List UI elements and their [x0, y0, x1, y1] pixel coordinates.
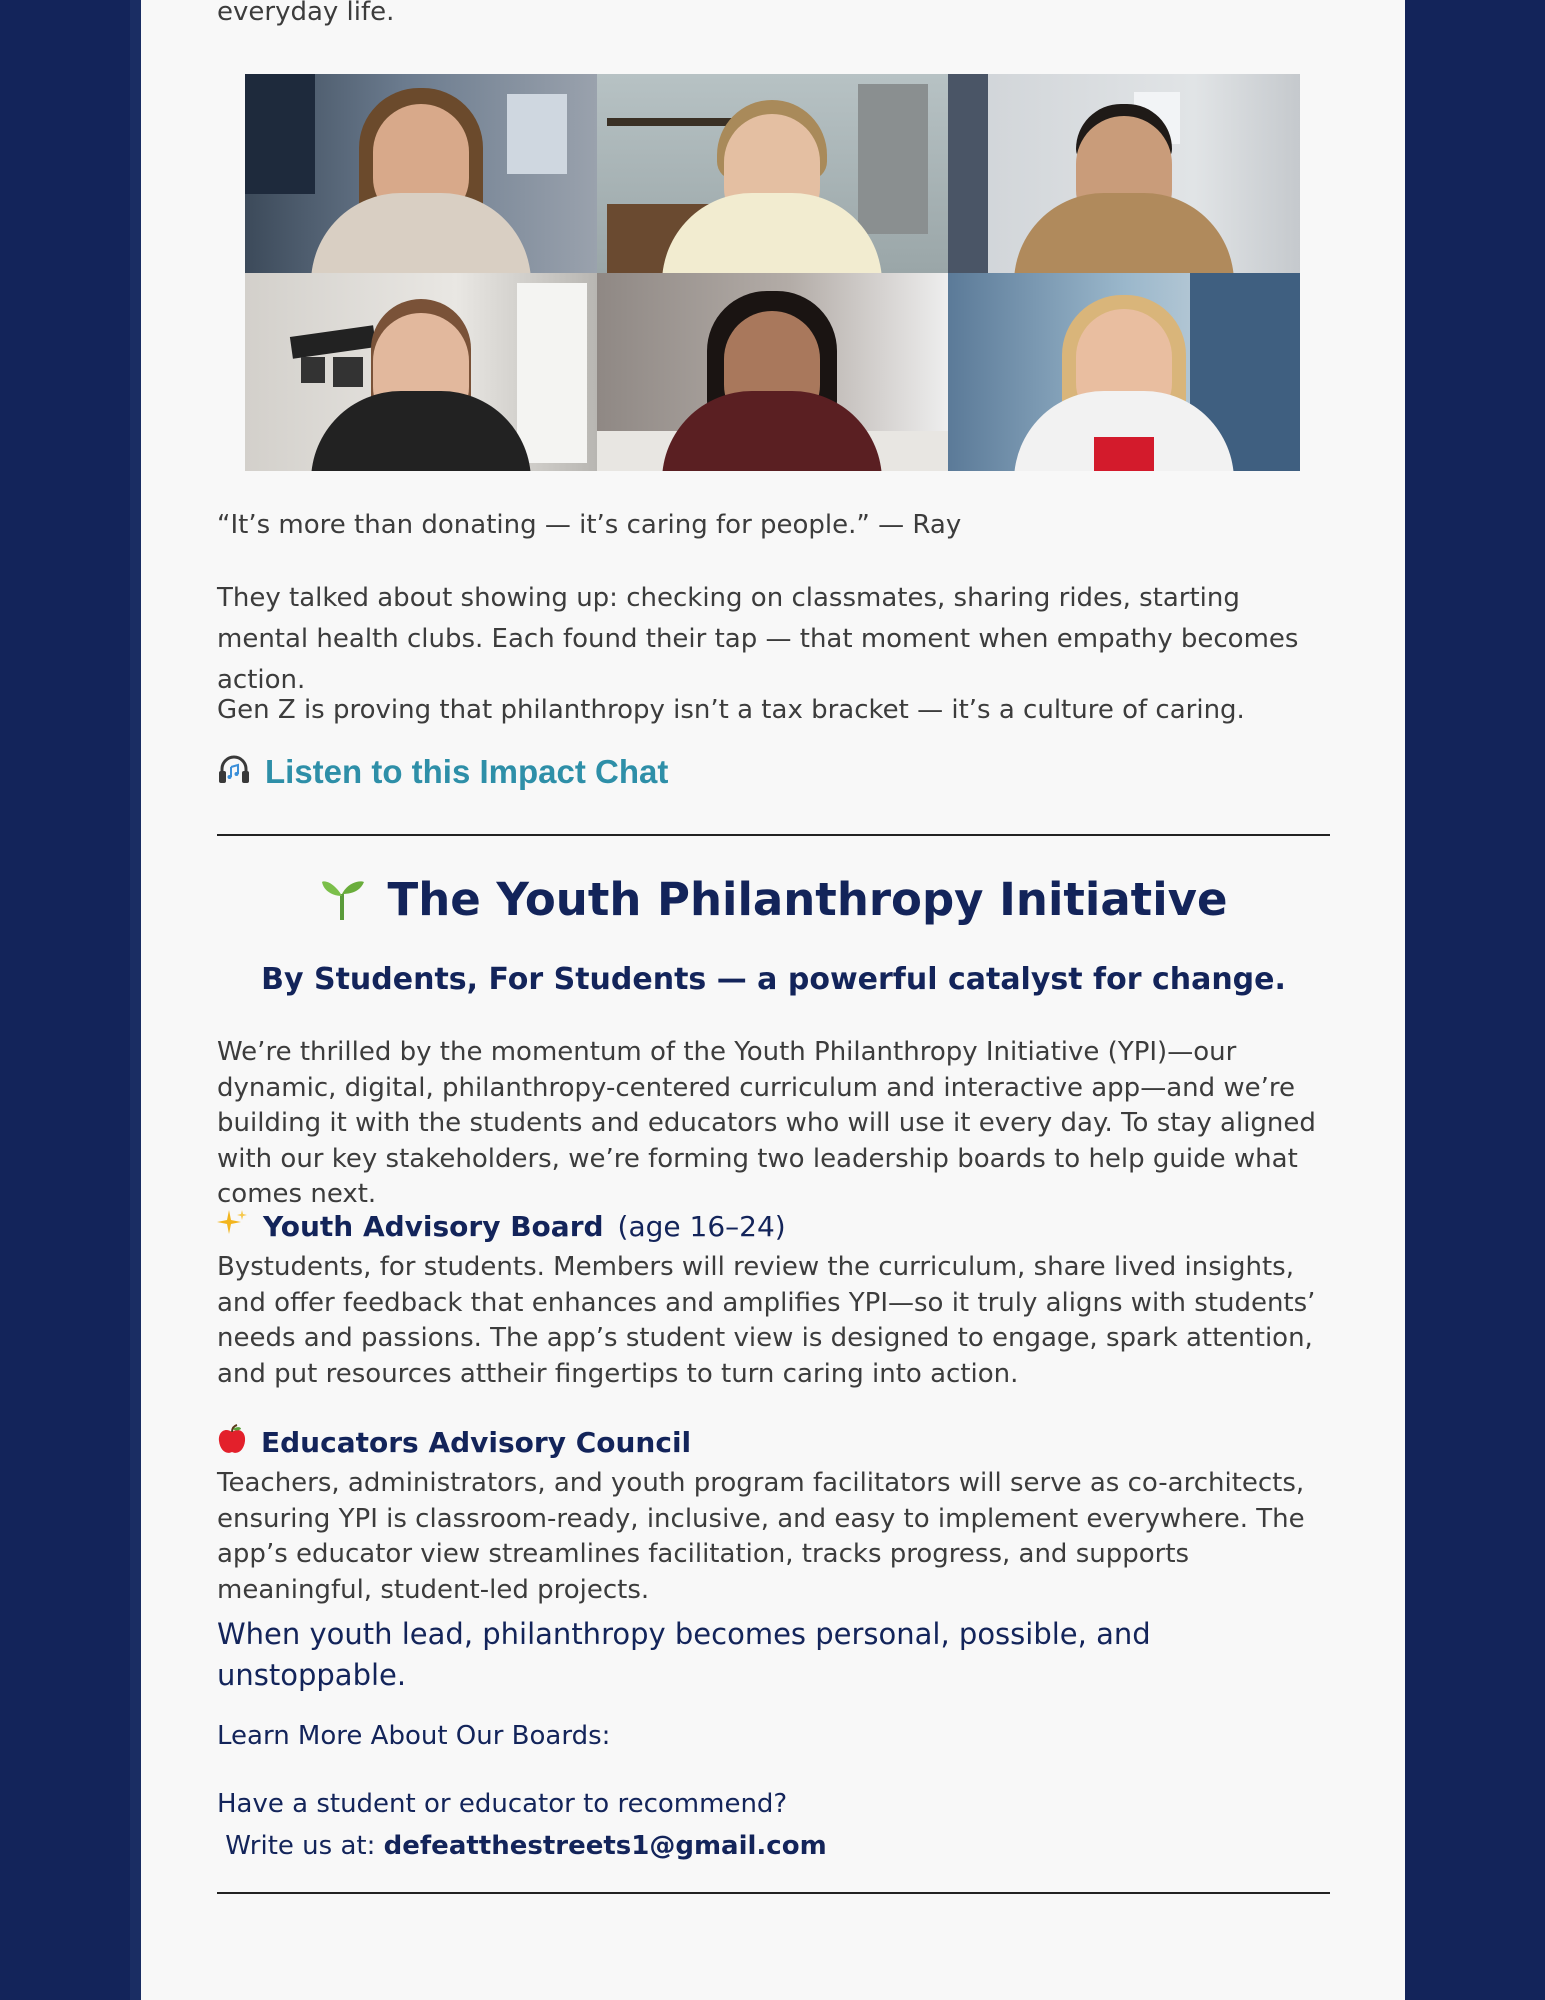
- participant-tile: [948, 273, 1300, 472]
- intro-tail-text: everyday life.: [217, 0, 395, 27]
- participant-tile: [245, 273, 597, 472]
- ypi-subtitle: By Students, For Students — a powerful catalyst for change.: [261, 962, 1286, 997]
- participant-tile: [245, 74, 597, 273]
- recommend-section: [217, 1784, 1330, 1825]
- youth-board-heading: [217, 1208, 786, 1244]
- youth-board-age: (age 16–24): [617, 1209, 786, 1243]
- educators-council-title: Educators Advisory Council: [261, 1425, 692, 1459]
- recommend-text: Have a student or educator to recommend?: [217, 1789, 788, 1819]
- headphones-icon: [217, 753, 251, 792]
- ypi-intro: [217, 1035, 1330, 1213]
- closing-text: When youth lead, philanthropy becomes personal, possible, and unstoppable.: [217, 1617, 1151, 1692]
- listen-impact-chat-link[interactable]: Listen to this Impact Chat: [265, 753, 669, 790]
- footer-divider: [217, 1892, 1330, 1894]
- sparkles-icon: [217, 1208, 249, 1244]
- youth-board-description: [217, 1250, 1330, 1392]
- ypi-heading: [217, 872, 1330, 927]
- educators-council-text: Teachers, administrators, and youth program facilitators will serve as co-architects, ensuring YPI is classroom-ready, inclusive, and easy to implement everywhere. The app’s educator view streamlines facilitation, tracks progress, and supports meaningful, student-led projects.: [217, 1468, 1305, 1605]
- contact-email-link[interactable]: defeatthestreets1@gmail.com: [383, 1831, 827, 1861]
- section-divider: [217, 834, 1330, 836]
- learn-more-text: Learn More About Our Boards:: [217, 1721, 611, 1751]
- ypi-intro-text: We’re thrilled by the momentum of the Youth Philanthropy Initiative (YPI)—our dynamic, digital, philanthropy-centered curriculum and interactive app—and we’re building it with the students and educators who will use it every day. To stay aligned with our key stakeholders, we’re forming two leadership boards to help guide what comes next.: [217, 1037, 1316, 1209]
- contact-line: [217, 1826, 1330, 1867]
- educators-council-description: [217, 1466, 1330, 1608]
- showing-up-paragraph: [217, 578, 1330, 701]
- seedling-icon: [320, 872, 366, 927]
- youth-board-text: Bystudents, for students. Members will review the curriculum, share lived insights, and offer feedback that enhances and amplifies YPI—so it truly aligns with students’ needs and passions. The app’s student view is designed to engage, spark attention, and put resources attheir fingertips to turn caring into action.: [217, 1252, 1316, 1389]
- intro-section: [217, 0, 1330, 33]
- contact-text: [217, 1826, 1330, 1867]
- genz-text: Gen Z is proving that philanthropy isn’t a tax bracket — it’s a culture of caring.: [217, 695, 1245, 725]
- closing-statement: [217, 1614, 1330, 1696]
- educators-council-heading: [217, 1424, 691, 1460]
- video-call-photo: [245, 74, 1300, 471]
- write-us-label: Write us at:: [217, 1831, 384, 1861]
- listen-row[interactable]: [217, 746, 668, 798]
- learn-more-section: [217, 1716, 1330, 1757]
- participant-tile: [948, 74, 1300, 273]
- showing-up-text: They talked about showing up: checking on classmates, sharing rides, starting mental health clubs. Each found their tap — that moment when empathy becomes action.: [217, 583, 1299, 695]
- ray-quote: [217, 505, 1330, 546]
- ypi-title: The Youth Philanthropy Initiative: [387, 873, 1228, 926]
- participant-tile: [597, 273, 949, 472]
- quote-text: “It’s more than donating — it’s caring for people.” — Ray: [217, 510, 962, 540]
- genz-paragraph: [217, 690, 1330, 731]
- youth-board-title: Youth Advisory Board: [263, 1209, 604, 1243]
- participant-tile: [597, 74, 949, 273]
- apple-icon: [217, 1424, 247, 1460]
